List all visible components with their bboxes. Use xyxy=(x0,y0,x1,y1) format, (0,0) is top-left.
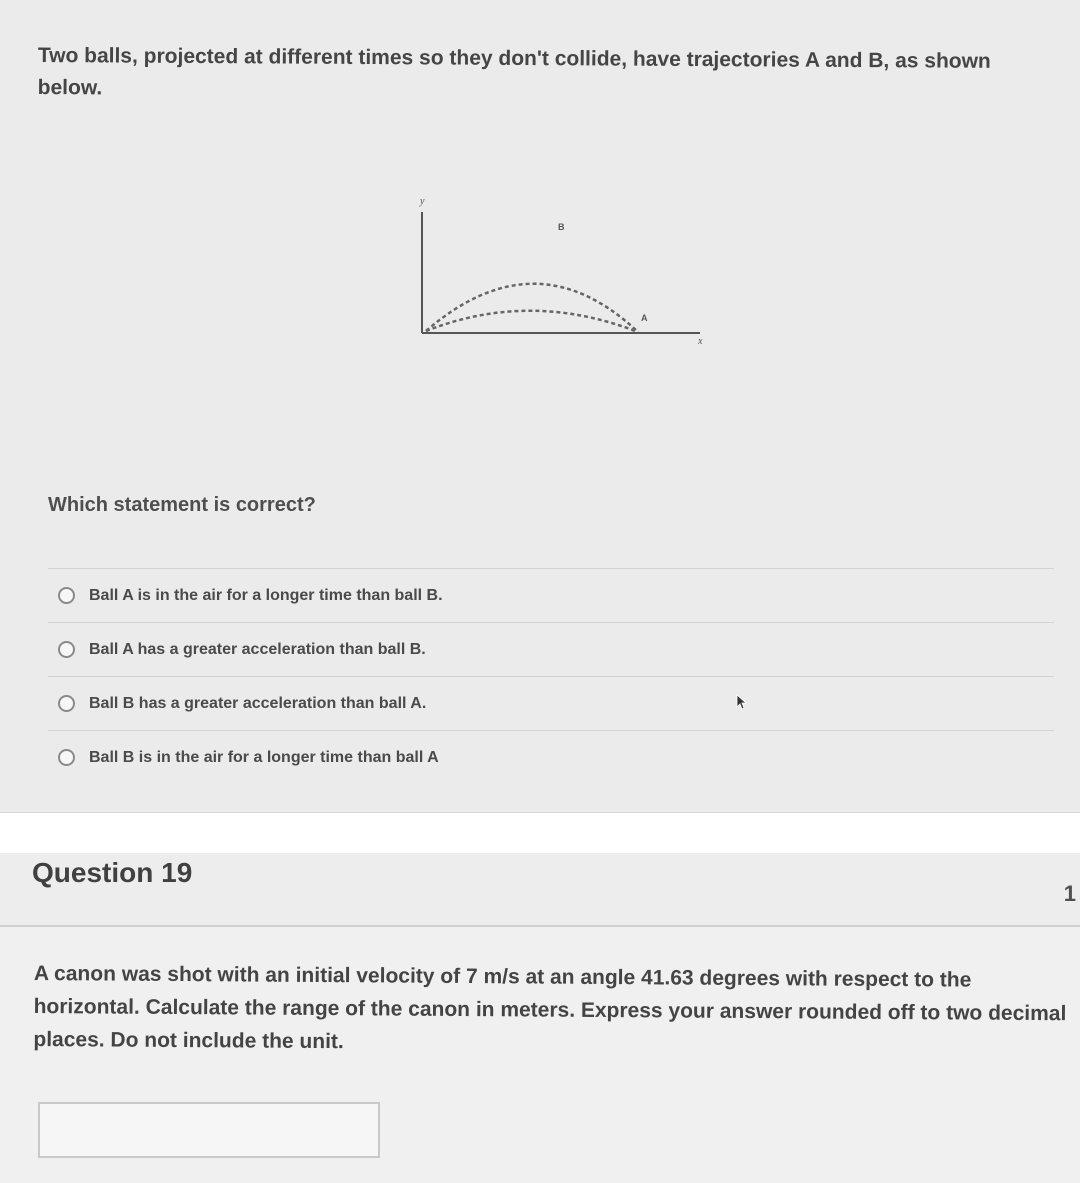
question-title: Question 19 xyxy=(32,857,193,888)
radio-button[interactable] xyxy=(58,587,75,604)
answer-option[interactable] xyxy=(48,622,1054,676)
answer-label: Ball A has a greater acceleration than ball B. xyxy=(89,640,426,658)
mouse-pointer-icon xyxy=(736,694,748,710)
trajectory-a xyxy=(426,311,638,332)
x-axis-label: x xyxy=(698,336,703,347)
answer-options xyxy=(48,568,1054,784)
question-body: A canon was shot with an initial velocity of 7 m/s at an angle 41.63 degrees with respect to the horizontal. Calculate the range of the canon in meters. Express your answer rounded off to two decimal places. Do not include the unit. xyxy=(33,961,1067,1054)
radio-button[interactable] xyxy=(58,641,75,658)
y-axis-label: y xyxy=(420,196,425,207)
radio-button[interactable] xyxy=(58,695,75,712)
trajectory-b-label: B xyxy=(558,222,565,232)
answer-option[interactable] xyxy=(48,676,1054,730)
answer-option[interactable] xyxy=(48,568,1054,622)
answer-label: Ball A is in the air for a longer time than ball B. xyxy=(89,586,443,604)
trajectory-b xyxy=(426,284,638,332)
separator xyxy=(0,813,1080,853)
question-prompt: Two balls, projected at different times so they don't collide, have trajectories A and B, as shown below. xyxy=(37,43,991,100)
trajectory-a-label: A xyxy=(641,313,648,323)
answer-label: Ball B is in the air for a longer time than ball A xyxy=(89,748,439,766)
question-points: 1 xyxy=(1063,881,1076,906)
answer-input[interactable] xyxy=(38,1102,380,1158)
question-19-panel xyxy=(0,853,1080,1183)
question-text: Which statement is correct? xyxy=(48,494,316,516)
answer-label: Ball B has a greater acceleration than ball A. xyxy=(89,694,427,712)
question-header xyxy=(0,853,1080,927)
trajectory-figure xyxy=(410,192,710,357)
answer-option[interactable] xyxy=(48,730,1054,784)
radio-button[interactable] xyxy=(58,749,75,766)
